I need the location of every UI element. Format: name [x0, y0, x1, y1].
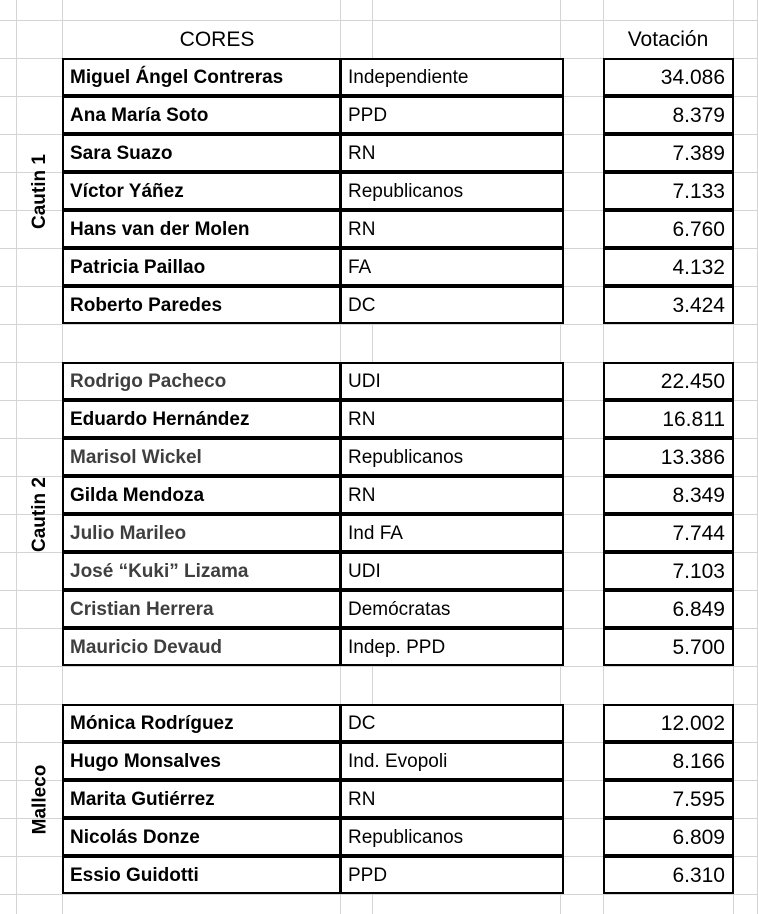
candidate-name-cell[interactable]: Marita Gutiérrez [62, 780, 341, 818]
votes-cell[interactable]: 6.849 [603, 590, 734, 628]
votes-cell[interactable]: 22.450 [603, 362, 734, 400]
party-cell[interactable]: Republicanos [340, 818, 564, 856]
party-cell[interactable]: Independiente [340, 58, 564, 96]
votes-cell[interactable]: 6.809 [603, 818, 734, 856]
votes-cell[interactable]: 8.379 [603, 96, 734, 134]
candidate-name-cell[interactable]: Roberto Paredes [62, 286, 341, 324]
votes-cell[interactable]: 7.103 [603, 552, 734, 590]
party-cell[interactable]: PPD [340, 856, 564, 894]
candidate-name-cell[interactable]: Hugo Monsalves [62, 742, 341, 780]
party-cell[interactable]: Demócratas [340, 590, 564, 628]
party-cell[interactable]: RN [340, 476, 564, 514]
party-cell[interactable]: Republicanos [340, 438, 564, 476]
party-cell[interactable]: DC [340, 704, 564, 742]
candidate-name-cell[interactable]: Essio Guidotti [62, 856, 341, 894]
candidate-name-cell[interactable]: Mauricio Devaud [62, 628, 341, 666]
votes-cell[interactable]: 5.700 [603, 628, 734, 666]
votes-cell[interactable]: 4.132 [603, 248, 734, 286]
votes-cell[interactable]: 8.166 [603, 742, 734, 780]
votes-cell[interactable]: 16.811 [603, 400, 734, 438]
candidate-name-cell[interactable]: Julio Marileo [62, 514, 341, 552]
candidate-name-cell[interactable]: Marisol Wickel [62, 438, 341, 476]
party-cell[interactable]: RN [340, 780, 564, 818]
candidate-name-cell[interactable]: Miguel Ángel Contreras [62, 58, 341, 96]
party-cell[interactable]: DC [340, 286, 564, 324]
party-cell[interactable]: Indep. PPD [340, 628, 564, 666]
group-label-text: Cautin 2 [29, 476, 51, 552]
votes-cell[interactable]: 7.389 [603, 134, 734, 172]
party-cell[interactable]: Ind FA [340, 514, 564, 552]
votes-cell[interactable]: 8.349 [603, 476, 734, 514]
candidate-name-cell[interactable]: Nicolás Donze [62, 818, 341, 856]
votes-cell[interactable]: 7.744 [603, 514, 734, 552]
candidate-name-cell[interactable]: Víctor Yáñez [62, 172, 341, 210]
group-label-1 [17, 58, 62, 324]
party-cell[interactable]: UDI [340, 362, 564, 400]
candidate-name-cell[interactable]: Ana María Soto [62, 96, 341, 134]
column-header-cores: CORES [179, 27, 255, 51]
votes-cell[interactable]: 13.386 [603, 438, 734, 476]
candidate-name-cell[interactable]: Cristian Herrera [62, 590, 341, 628]
votes-cell[interactable]: 34.086 [603, 58, 734, 96]
party-cell[interactable]: UDI [340, 552, 564, 590]
candidate-name-cell[interactable]: Rodrigo Pacheco [62, 362, 341, 400]
candidate-name-cell[interactable]: Patricia Paillao [62, 248, 341, 286]
party-cell[interactable]: Republicanos [340, 172, 564, 210]
group-label-2 [17, 362, 62, 666]
candidate-name-cell[interactable]: Mónica Rodríguez [62, 704, 341, 742]
votes-cell[interactable]: 6.760 [603, 210, 734, 248]
party-cell[interactable]: FA [340, 248, 564, 286]
party-cell[interactable]: RN [340, 134, 564, 172]
party-cell[interactable]: RN [340, 210, 564, 248]
votes-cell[interactable]: 7.595 [603, 780, 734, 818]
party-cell[interactable]: PPD [340, 96, 564, 134]
candidate-name-cell[interactable]: Gilda Mendoza [62, 476, 341, 514]
candidate-name-cell[interactable]: José “Kuki” Lizama [62, 552, 341, 590]
votes-cell[interactable]: 12.002 [603, 704, 734, 742]
group-label-3 [17, 704, 62, 894]
party-cell[interactable]: Ind. Evopoli [340, 742, 564, 780]
candidate-name-cell[interactable]: Eduardo Hernández [62, 400, 341, 438]
column-header-votacion: Votación [627, 27, 709, 51]
candidate-name-cell[interactable]: Sara Suazo [62, 134, 341, 172]
candidate-name-cell[interactable]: Hans van der Molen [62, 210, 341, 248]
votes-cell[interactable]: 3.424 [603, 286, 734, 324]
votes-cell[interactable]: 7.133 [603, 172, 734, 210]
votes-cell[interactable]: 6.310 [603, 856, 734, 894]
group-label-text: Cautin 1 [29, 153, 51, 229]
group-label-text: Malleco [29, 764, 51, 834]
party-cell[interactable]: RN [340, 400, 564, 438]
